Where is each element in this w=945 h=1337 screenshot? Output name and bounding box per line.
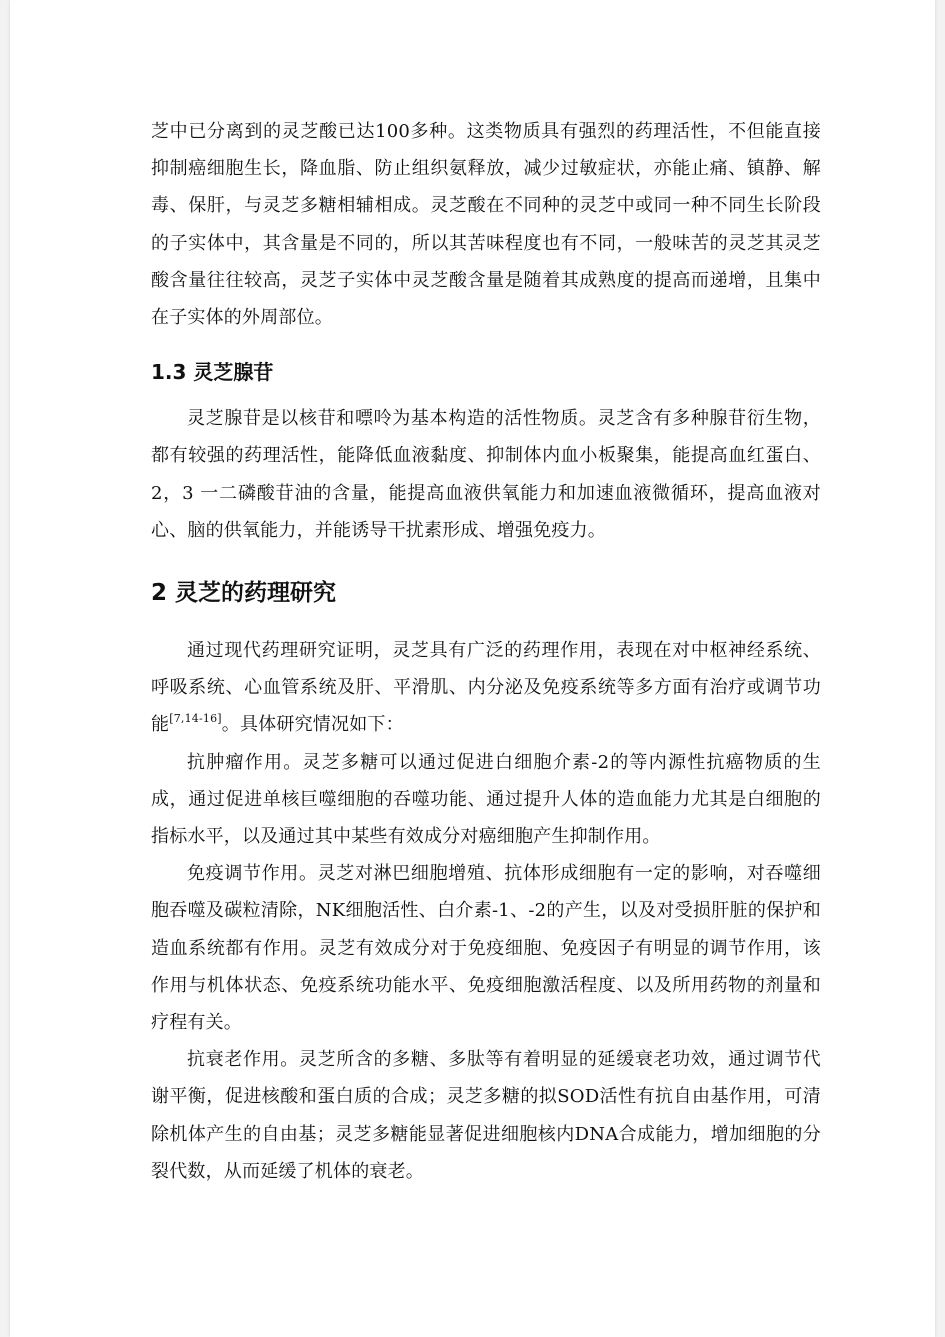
section-heading-2: 2 灵芝的药理研究 xyxy=(151,580,337,607)
document-page xyxy=(10,0,935,1337)
paragraph-adenosine: 灵芝腺苷是以核苷和嘌呤为基本构造的活性物质。灵芝含有多种腺苷衍生物，都有较强的药理活性，能降低血液黏度、抑制体内血小板聚集，能提高血红蛋白、2，3 一二磷酸苷油的含量，能提高血液供氧能力和加速血液微循环，提高血液对心、脑的供氧能力，并能诱导干扰素形成、增强免疫力。 xyxy=(151,408,821,541)
paragraph-ganoderic-acid: 芝中已分离到的灵芝酸已达100多种。这类物质具有强烈的药理活性，不但能直接抑制癌细胞生长，降血脂、防止组织氨释放，减少过敏症状，亦能止痛、镇静、解毒、保肝，与灵芝多糖相辅相成。灵芝酸在不同种的灵芝中或同一种不同生长阶段的子实体中，其含量是不同的，所以其苦味程度也有不同，一般味苦的灵芝其灵芝酸含量往往较高，灵芝子实体中灵芝酸含量是随着其成熟度的提高而递增，且集中在子实体的外周部位。 xyxy=(151,121,821,329)
citation-reference: [7,14-16] xyxy=(169,712,222,726)
paragraph-antiaging: 抗衰老作用。灵芝所含的多糖、多肽等有着明显的延缓衰老功效，通过调节代谢平衡，促进核酸和蛋白质的合成；灵芝多糖的拟SOD活性有抗自由基作用，可清除机体产生的自由基；灵芝多糖能显著促进细胞核内DNA合成能力，增加细胞的分裂代数，从而延缓了机体的衰老。 xyxy=(151,1049,821,1182)
pharmacology-intro-tail: 。具体研究情况如下： xyxy=(221,714,404,736)
pharmacology-intro-text: 通过现代药理研究证明，灵芝具有广泛的药理作用，表现在对中枢神经系统、呼吸系统、心血管系统及肝、平滑肌、内分泌及免疫系统等多方面有治疗或调节功能 xyxy=(151,640,821,736)
paragraph-immune-regulation: 免疫调节作用。灵芝对淋巴细胞增殖、抗体形成细胞有一定的影响，对吞噬细胞吞噬及碳粒清除，NK细胞活性、白介素-1、-2的产生，以及对受损肝脏的保护和造血系统都有作用。灵芝有效成分对于免疫细胞、免疫因子有明显的调节作用，该作用与机体状态、免疫系统功能水平、免疫细胞激活程度、以及所用药物的剂量和疗程有关。 xyxy=(151,863,821,1034)
document-body xyxy=(151,113,821,1190)
section-heading-1-3: 1.3 灵芝腺苷 xyxy=(151,360,274,385)
paragraph-antitumor: 抗肿瘤作用。灵芝多糖可以通过促进白细胞介素-2的等内源性抗癌物质的生成，通过促进单核巨噬细胞的吞噬功能、通过提升人体的造血能力尤其是白细胞的指标水平，以及通过其中某些有效成分对癌细胞产生抑制作用。 xyxy=(151,751,821,848)
paragraph-pharmacology-intro xyxy=(151,632,821,744)
